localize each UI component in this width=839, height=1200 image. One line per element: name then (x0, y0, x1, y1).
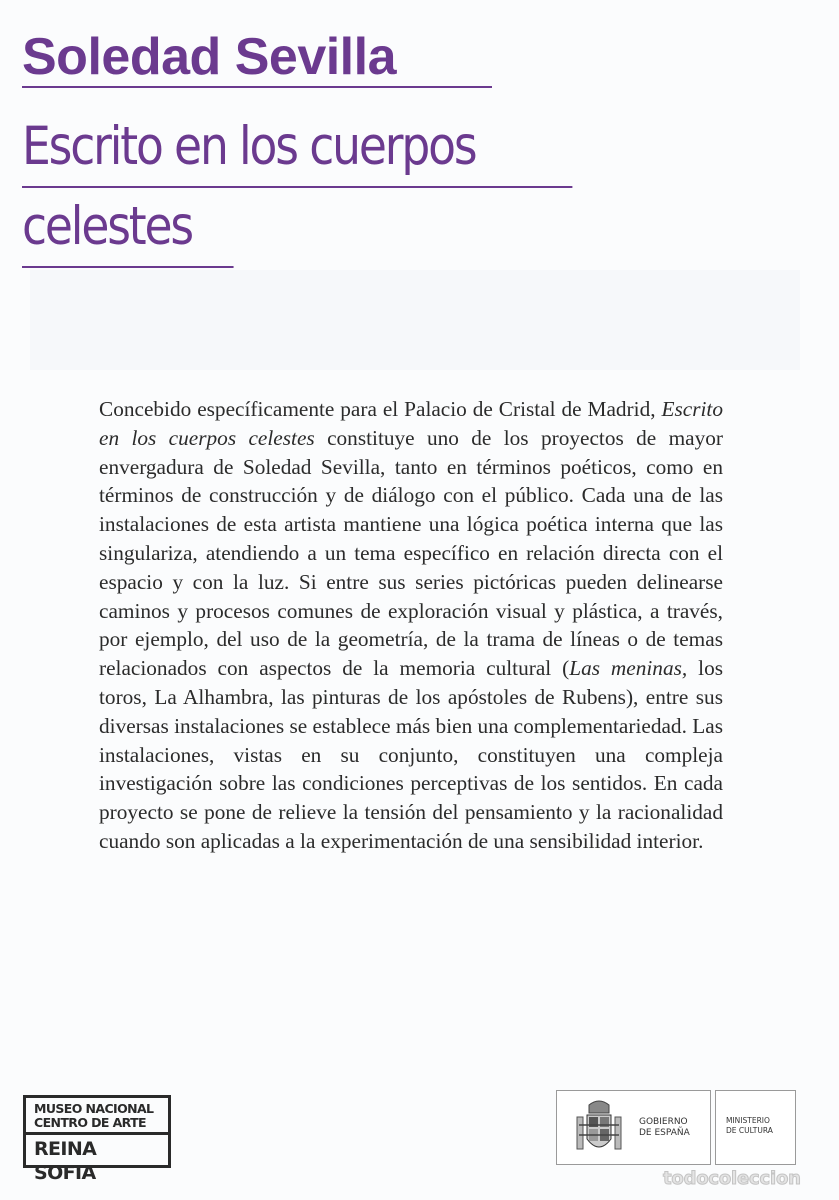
body-italic-title: Escrito en los cuerpos celestes (99, 397, 723, 450)
ministerio-de-cultura-logo (715, 1090, 796, 1165)
faint-background-block (30, 270, 800, 370)
body-paragraph (99, 395, 723, 856)
museo-logo-line1: MUSEO NACIONAL (34, 1101, 154, 1116)
body-text-segment: Concebido específicamente para el Palacio de Cristal de Madrid, (99, 397, 662, 421)
spain-coat-of-arms-icon (575, 1099, 623, 1162)
body-italic-reference: Las meninas, (569, 656, 688, 681)
museo-reina-sofia-logo (23, 1095, 171, 1184)
exhibition-title-line1: Escrito en los cuerpos (22, 108, 572, 188)
gobierno-line1: GOBIERNO (639, 1117, 688, 1127)
ministerio-line2: DE CULTURA (726, 1126, 773, 1135)
body-text-segment: los toros, La Alhambra, las pinturas de los apóstoles de Rubens), entre sus diversas instalaciones se establece más bien una complementariedad. Las instalaciones, vistas en su conjunto, constituyen una compleja investigación sobre las condiciones perceptivas de los sentidos. En cada proyecto se pone de relieve la tensión del pensamiento y la racionalidad cuando son aplicadas a la experimentación de una sensibilidad interior. (99, 656, 724, 853)
exhibition-title (22, 108, 662, 268)
body-text-segment: constituye uno de los proyectos de mayor envergadura de Soledad Sevilla, tanto en términos poéticos, como en términos de construcción y de diálogo con el público. Cada una de las instalaciones de esta artista mantiene una lógica poética interna que las singulariza, atendiendo a un tema específico en relación directa con el espacio y con la luz. Si entre sus series pictóricas pueden delinearse caminos y procesos comunes de exploración visual y plástica, a través, por ejemplo, del uso de la geometría, de la trama de líneas o de temas relacionados con aspectos de la memoria cultural ( (99, 425, 723, 681)
gobierno-de-espana-logo (556, 1090, 711, 1165)
ministerio-line1: MINISTERIO (726, 1116, 770, 1125)
museo-logo-line2: CENTRO DE ARTE (34, 1115, 146, 1130)
gobierno-line2: DE ESPAÑA (639, 1128, 690, 1138)
exhibition-title-line2: celestes (22, 188, 234, 268)
todocoleccion-watermark: todocoleccion (663, 1168, 801, 1189)
museo-logo-line3: REINA SOFIA (34, 1138, 97, 1184)
artist-name-heading: Soledad Sevilla (22, 28, 492, 88)
